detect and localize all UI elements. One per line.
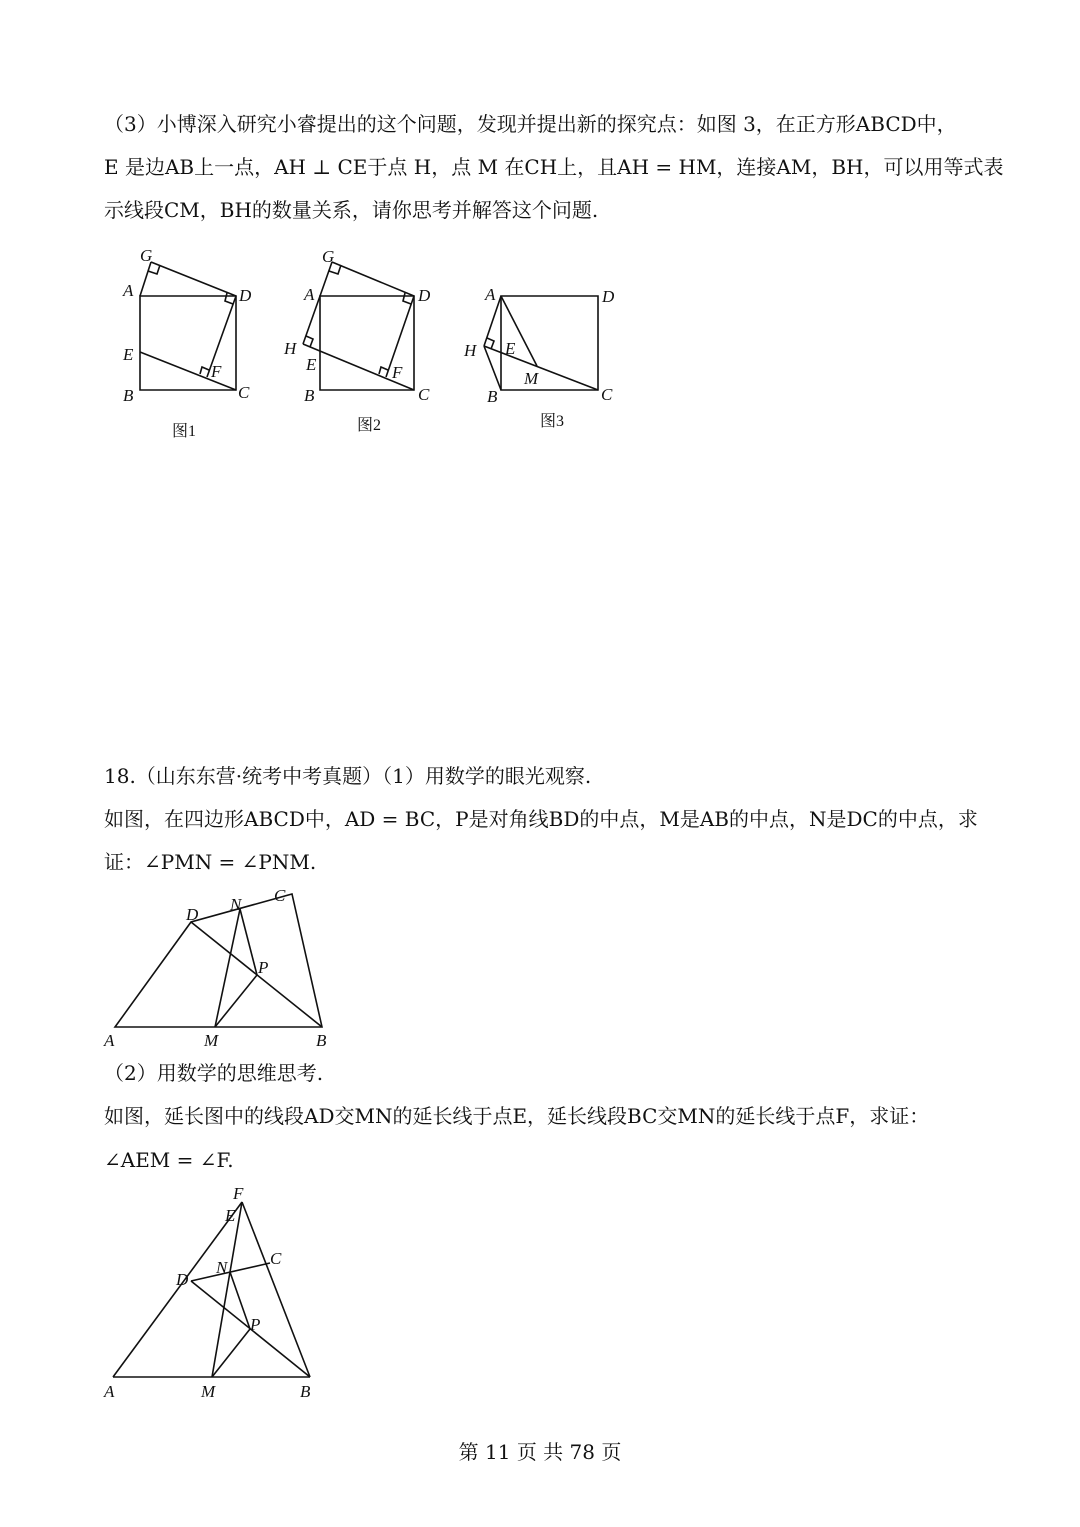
segment-ag [320,262,332,296]
p18-part2-header: （2）用数学的思维思考. [104,1061,324,1085]
label-e: E [306,355,317,374]
segment-gd [332,262,414,296]
label-b: B [316,1031,327,1050]
label-a: A [104,1031,115,1050]
label-p: P [258,958,269,977]
segment-np [240,909,257,975]
segment-mp [212,1329,250,1377]
p17-line-3: 示线段CM，BH的数量关系，请你思考并解答这个问题. [104,198,599,222]
segment-hb [484,346,501,390]
figure-2 [280,240,460,445]
label-b: B [487,387,498,406]
label-c: C [270,1249,282,1268]
label-n: N [216,1258,228,1277]
caption-fig3: 图3 [540,413,565,430]
caption-fig1: 图1 [172,423,197,440]
label-c: C [601,385,613,404]
label-d: D [176,1270,189,1289]
label-d: D [418,286,431,305]
p18-header: 18.（山东东营·统考中考真题）（1）用数学的眼光观察. [104,764,592,788]
label-a: A [123,281,134,300]
p18-line-2: 证：∠PMN = ∠PNM. [104,850,317,874]
label-e: E [505,339,516,358]
page-number: 第 11 页 共 78 页 [458,1440,622,1464]
label-b: B [300,1382,311,1401]
label-g: G [140,246,153,265]
label-a: A [104,1382,115,1401]
label-f: F [211,362,222,381]
segment-mf [212,1202,242,1377]
label-f: F [392,363,403,382]
label-e: E [225,1206,236,1225]
label-d: D [602,287,615,306]
label-h: H [284,339,297,358]
label-e: E [123,345,134,364]
figure-quadrilateral [100,880,340,1055]
p18-part2-line-1: 如图，延长图中的线段AD交MN的延长线于点E，延长线段BC交MN的延长线于点F，求证： [104,1104,930,1128]
caption-fig2: 图2 [357,417,382,434]
segment-mn [215,909,240,1027]
segment-gd [151,262,236,296]
label-c: C [274,886,286,905]
label-n: N [230,895,242,914]
segment-ag [140,262,151,296]
p17-line-1: （3）小博深入研究小睿提出的这个问题，发现并提出新的探究点：如图 3，在正方形ABCD中， [104,112,957,136]
label-a: A [304,285,315,304]
label-c: C [238,383,250,402]
label-m: M [201,1382,216,1401]
segment-ec [140,352,236,390]
label-p: P [250,1315,261,1334]
square-abcd [501,296,598,390]
p18-part2-line-2: ∠AEM = ∠F. [104,1148,234,1172]
label-h: H [464,341,477,360]
label-m: M [524,369,539,388]
label-g: G [322,247,335,266]
label-b: B [123,386,134,405]
label-d: D [186,905,199,924]
segment-ae [113,1202,242,1377]
label-d: D [239,286,252,305]
label-c: C [418,385,430,404]
square-abcd [140,296,236,390]
segment-bf [242,1202,310,1377]
label-m: M [204,1031,219,1050]
p17-line-2: E 是边AB上一点，AH ⊥ CE于点 H，点 M 在CH上，且AH = HM，连接AM，BH，可以用等式表 [104,155,1004,179]
label-b: B [304,386,315,405]
label-a: A [485,285,496,304]
figure-1 [110,240,280,445]
figure-extended [100,1178,340,1403]
figure-3 [460,240,630,445]
label-f: F [233,1184,244,1203]
p18-line-1: 如图，在四边形ABCD中，AD = BC，P是对角线BD的中点，M是AB的中点，N是DC的中点，求 [104,807,978,831]
